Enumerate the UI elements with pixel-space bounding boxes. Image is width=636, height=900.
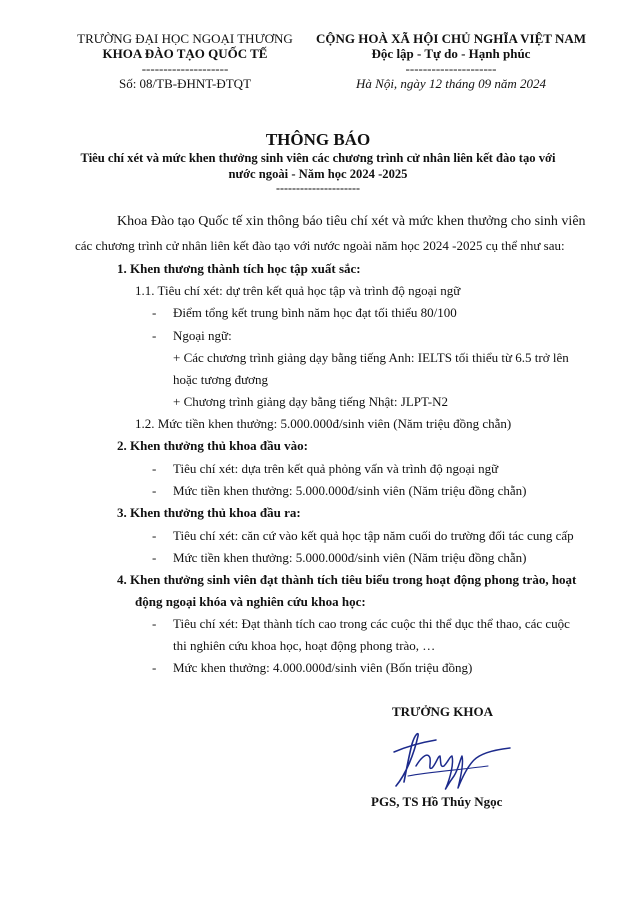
- university-name: TRƯỜNG ĐẠI HỌC NGOẠI THƯƠNG: [77, 31, 293, 46]
- header-left-separator: --------------------: [141, 61, 229, 76]
- section-1-bullet-language: Ngoại ngữ:: [173, 328, 232, 343]
- section-1-english-requirement: + Các chương trình giảng dạy bằng tiếng Anh: IELTS tối thiểu từ 6.5 trở lên: [173, 350, 569, 365]
- intro-paragraph-line2: các chương trình cử nhân liên kết đào tạo với nước ngoài năm học 2024 -2025 cụ thể như sau:: [75, 238, 565, 253]
- issue-date: Hà Nội, ngày 12 tháng 09 năm 2024: [356, 76, 546, 91]
- section-3-reward: Mức tiền khen thưởng: 5.000.000đ/sinh viên (Năm triệu đồng chẵn): [173, 550, 527, 565]
- section-2-reward: Mức tiền khen thưởng: 5.000.000đ/sinh viên (Năm triệu đồng chẵn): [173, 483, 527, 498]
- section-1-2-reward: 1.2. Mức tiền khen thưởng: 5.000.000đ/sinh viên (Năm triệu đồng chẵn): [135, 416, 512, 431]
- bullet-dash: -: [152, 461, 157, 476]
- bullet-dash: -: [152, 483, 157, 498]
- handwritten-signature: [388, 726, 518, 792]
- document-number: Số: 08/TB-ĐHNT-ĐTQT: [118, 76, 252, 91]
- section-4-heading-line2: động ngoại khóa và nghiên cứu khoa học:: [135, 594, 366, 609]
- document-title: THÔNG BÁO: [265, 130, 371, 149]
- section-3-criteria: Tiêu chí xét: căn cứ vào kết quả học tập năm cuối do trường đối tác cung cấp: [173, 528, 574, 543]
- section-1-bullet-score: Điểm tổng kết trung bình năm học đạt tối thiểu 80/100: [173, 305, 457, 320]
- national-motto: Độc lập - Tự do - Hạnh phúc: [371, 46, 531, 61]
- bullet-dash: -: [152, 550, 157, 565]
- section-3-heading: 3. Khen thưởng thủ khoa đầu ra:: [117, 505, 301, 520]
- country-name: CỘNG HOÀ XÃ HỘI CHỦ NGHĨA VIỆT NAM: [315, 31, 587, 46]
- title-separator: ---------------------: [276, 181, 360, 195]
- document-subtitle-line1: Tiêu chí xét và mức khen thưởng sinh viên các chương trình cử nhân liên kết đào tạo với: [80, 151, 556, 165]
- section-1-english-equivalent: hoặc tương đương: [173, 372, 268, 387]
- section-4-reward: Mức khen thưởng: 4.000.000đ/sinh viên (Bốn triệu đồng): [173, 660, 473, 675]
- section-2-criteria: Tiêu chí xét: dựa trên kết quả phỏng vấn và trình độ ngoại ngữ: [173, 461, 499, 476]
- section-4-heading-line1: 4. Khen thưởng sinh viên đạt thành tích tiêu biểu trong hoạt động phong trào, hoạt: [117, 572, 577, 587]
- bullet-dash: -: [152, 328, 157, 343]
- section-1-heading: 1. Khen thương thành tích học tập xuất sắc:: [117, 261, 361, 276]
- section-4-criteria-line2: thi nghiên cứu khoa học, hoạt động phong trào, …: [173, 638, 436, 653]
- section-2-heading: 2. Khen thưởng thủ khoa đầu vào:: [117, 438, 308, 453]
- section-1-japanese-requirement: + Chương trình giảng dạy bằng tiếng Nhật: JLPT-N2: [173, 394, 448, 409]
- document-subtitle-line2: nước ngoài - Năm học 2024 -2025: [228, 167, 408, 181]
- bullet-dash: -: [152, 528, 157, 543]
- signer-role: TRƯỞNG KHOA: [392, 704, 493, 719]
- section-1-1-criteria: 1.1. Tiêu chí xét: dự trên kết quả học tập và trình độ ngoại ngữ: [135, 283, 461, 298]
- section-4-criteria-line1: Tiêu chí xét: Đạt thành tích cao trong các cuộc thi thể dục thể thao, các cuộc: [173, 616, 570, 631]
- signer-name: PGS, TS Hồ Thúy Ngọc: [371, 794, 503, 809]
- faculty-name: KHOA ĐÀO TẠO QUỐC TẾ: [102, 46, 268, 61]
- intro-paragraph-line1: Khoa Đào tạo Quốc tế xin thông báo tiêu chí xét và mức khen thưởng cho sinh viên: [117, 214, 586, 229]
- bullet-dash: -: [152, 305, 157, 320]
- header-right-separator: ---------------------: [405, 61, 497, 76]
- bullet-dash: -: [152, 616, 157, 631]
- bullet-dash: -: [152, 660, 157, 675]
